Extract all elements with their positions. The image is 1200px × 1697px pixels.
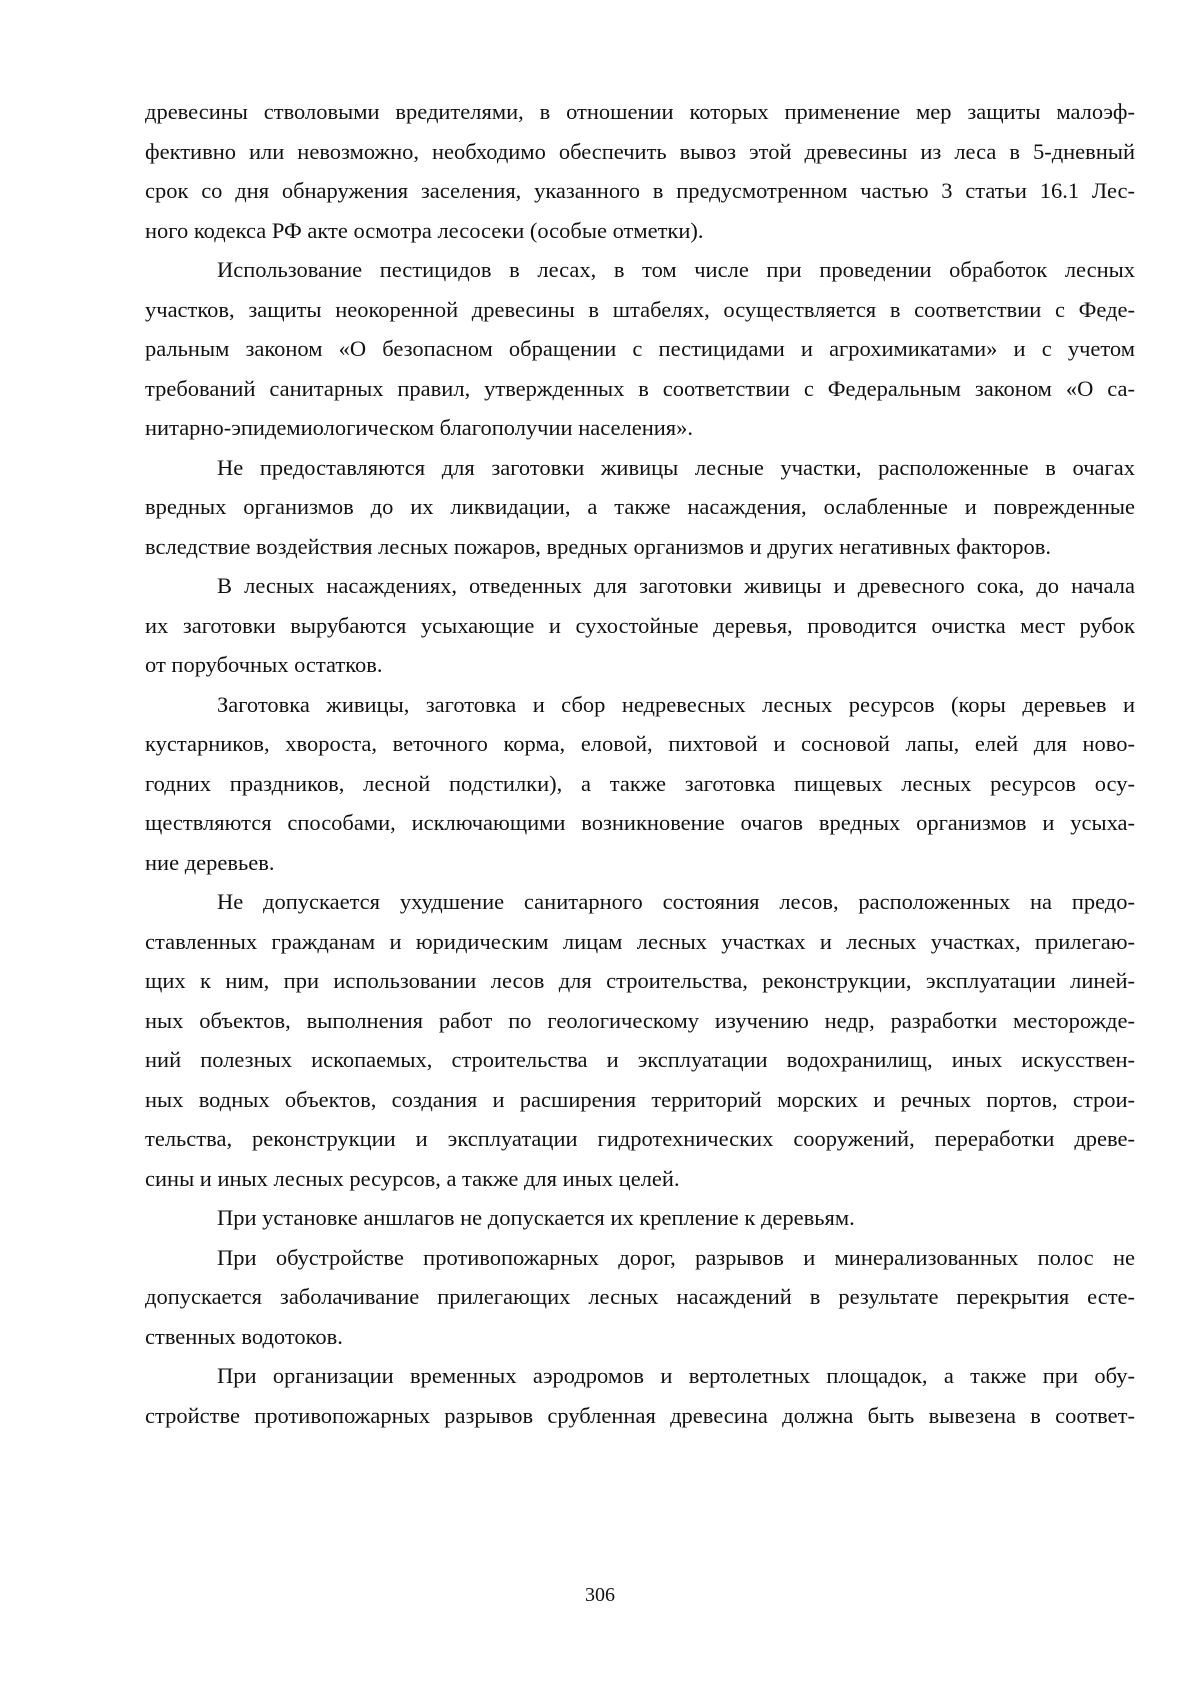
text-line: ние деревьев. (145, 849, 275, 875)
page-number: 306 (585, 1584, 615, 1606)
text-line: При установке аншлагов не допускается их крепление к деревьям. (217, 1205, 855, 1230)
text-line: стройстве противопожарных разрывов срубленная древесина должна быть вывезена в соответ- (145, 1402, 1135, 1428)
document-body (145, 92, 1135, 1435)
text-line: Не допускается ухудшение санитарного состояния лесов, расположенных на предо- (217, 889, 1135, 914)
text-line: В лесных насаждениях, отведенных для заготовки живицы и древесного сока, до начала (217, 573, 1135, 598)
text-line: ставленных гражданам и юридическим лицам лесных участках и лесных участках, прилегаю- (145, 928, 1135, 954)
text-line: их заготовки вырубаются усыхающие и сухостойные деревья, проводится очистка мест рубок (145, 612, 1135, 638)
text-line: щих к ним, при использовании лесов для строительства, реконструкции, эксплуатации линей- (145, 968, 1135, 993)
text-line: ного кодекса РФ акте осмотра лесосеки (особые отметки). (145, 217, 704, 243)
text-line: кустарников, хвороста, веточного корма, еловой, пихтовой и сосновой лапы, елей для ново- (145, 731, 1135, 756)
text-line: Не предоставляются для заготовки живицы лесные участки, расположенные в очагах (217, 454, 1135, 480)
text-line: древесины стволовыми вредителями, в отношении которых применение мер защиты малоэф- (145, 99, 1135, 124)
text-line: ний полезных ископаемых, строительства и эксплуатации водохранилищ, иных искусствен- (145, 1047, 1135, 1072)
text-line: При обустройстве противопожарных дорог, разрывов и минерализованных полос не (217, 1244, 1135, 1270)
text-line: ральным законом «О безопасном обращении с пестицидами и агрохимикатами» и с учетом (145, 336, 1135, 361)
text-line: тельства, реконструкции и эксплуатации гидротехнических сооружений, переработки древе- (145, 1126, 1135, 1151)
text-line: При организации временных аэродромов и вертолетных площадок, а также при обу- (217, 1363, 1135, 1388)
text-line: ществляются способами, исключающими возникновение очагов вредных организмов и усыха- (145, 810, 1135, 835)
text-line: участков, защиты неокоренной древесины в штабелях, осуществляется в соответствии с Феде- (145, 296, 1135, 322)
text-line: допускается заболачивание прилегающих лесных насаждений в результате перекрытия есте- (145, 1284, 1135, 1309)
text-line: вследствие воздействия лесных пожаров, вредных организмов и других негативных факторов. (145, 533, 1052, 559)
text-line: ных водных объектов, создания и расширения территорий морских и речных портов, строи- (145, 1086, 1135, 1112)
text-line: нитарно-эпидемиологическом благополучии населения». (145, 415, 693, 440)
text-line: от порубочных остатков. (145, 652, 383, 677)
text-line: фективно или невозможно, необходимо обеспечить вывоз этой древесины из леса в 5-дневный (145, 138, 1135, 164)
text-line: сины и иных лесных ресурсов, а также для иных целей. (145, 1165, 680, 1191)
text-line: ных объектов, выполнения работ по геологическому изучению недр, разработки месторожде- (145, 1007, 1135, 1033)
text-line: ственных водотоков. (145, 1323, 343, 1349)
text-line: годних праздников, лесной подстилки), а также заготовка пищевых лесных ресурсов осу- (145, 770, 1135, 796)
text-line: вредных организмов до их ликвидации, а также насаждения, ослабленные и поврежденные (145, 494, 1135, 519)
text-line: Использование пестицидов в лесах, в том числе при проведении обработок лесных (217, 257, 1135, 282)
text-line: срок со дня обнаружения заселения, указанного в предусмотренном частью 3 статьи 16.1 Лес- (145, 178, 1135, 203)
text-line: требований санитарных правил, утвержденных в соответствии с Федеральным законом «О са- (145, 375, 1135, 401)
text-line: Заготовка живицы, заготовка и сбор недревесных лесных ресурсов (коры деревьев и (217, 691, 1135, 717)
